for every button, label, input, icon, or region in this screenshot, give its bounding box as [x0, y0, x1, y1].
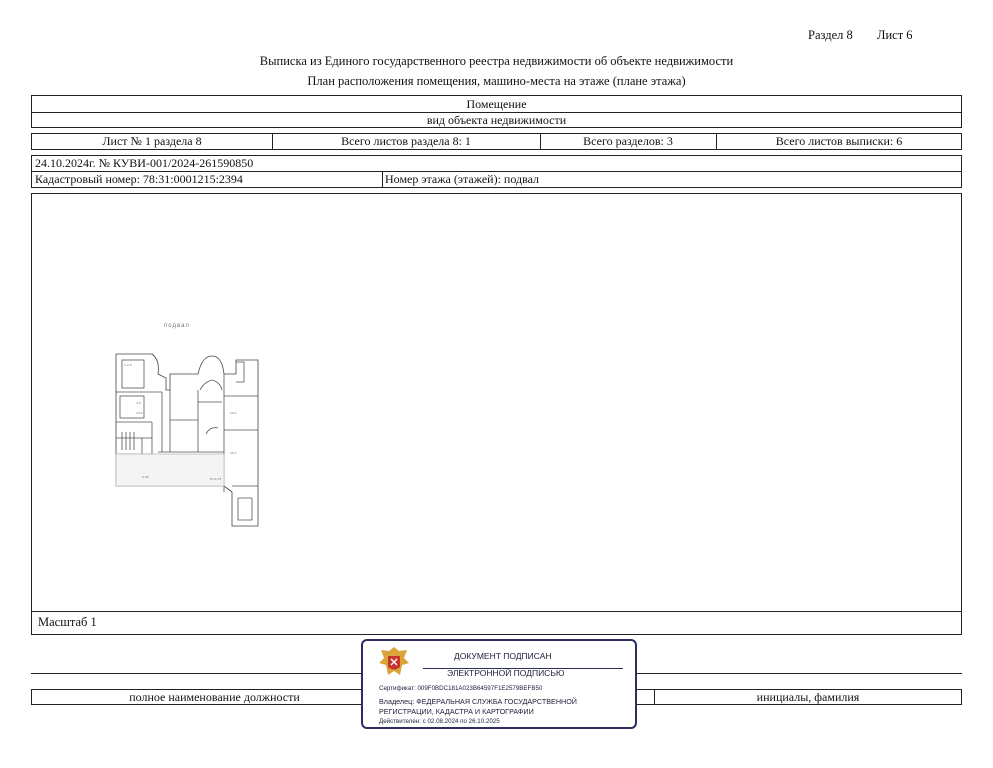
stamp-owner-line2: РЕГИСТРАЦИИ, КАДАСТРА И КАРТОГРАФИИ	[379, 707, 534, 716]
eagle-emblem-icon	[377, 645, 411, 679]
electronic-signature-stamp	[361, 639, 637, 729]
floor-plan-area	[31, 193, 962, 635]
svg-text:2.35: 2.35	[142, 475, 149, 479]
object-type-label: вид объекта недвижимости	[426, 113, 567, 127]
svg-text:Н=2.37: Н=2.37	[210, 477, 222, 481]
sheet-no: Лист № 1 раздела 8	[102, 134, 202, 148]
stamp-line2: ЭЛЕКТРОННОЙ ПОДПИСЬЮ	[447, 668, 565, 678]
floor-plan-drawing	[112, 352, 292, 527]
stamp-line1: ДОКУМЕНТ ПОДПИСАН	[454, 651, 552, 661]
object-type-box	[31, 95, 962, 128]
svg-text:3.5: 3.5	[136, 401, 141, 405]
total-sections: Всего разделов: 3	[583, 134, 673, 148]
svg-text:14.1: 14.1	[230, 411, 237, 415]
floor-number: Номер этажа (этажей): подвал	[385, 172, 540, 186]
position-label: полное наименование должности	[129, 690, 300, 704]
total-sheets-extract: Всего листов выписки: 6	[775, 134, 903, 148]
stamp-valid: Действителен: с 02.08.2024 по 26.10.2025	[379, 718, 500, 725]
sheet-counts-row	[31, 133, 962, 150]
document-subtitle: План расположения помещения, машино-места на этаже (плане этажа)	[307, 74, 686, 88]
date-number: 24.10.2024г. № КУВИ-001/2024-261590850	[35, 156, 254, 170]
date-number-row	[31, 155, 962, 172]
stamp-certificate: Сертификат: 009F0BDC181A023B64597F1E2579BEFB50	[379, 685, 543, 692]
svg-text:1 2 3: 1 2 3	[124, 363, 132, 367]
cadastral-number: Кадастровый номер: 78:31:0001215:2394	[35, 172, 243, 186]
stamp-owner-line1: Владелец: ФЕДЕРАЛЬНАЯ СЛУЖБА ГОСУДАРСТВЕННОЙ	[379, 697, 577, 706]
name-label: инициалы, фамилия	[756, 690, 860, 704]
object-type-value: Помещение	[466, 97, 527, 111]
cadastral-row	[31, 171, 962, 188]
total-sheets-section: Всего листов раздела 8: 1	[341, 134, 471, 148]
scale-label: Масштаб 1	[38, 615, 97, 629]
sheet-number: Лист 6	[877, 28, 913, 42]
svg-text:13.0: 13.0	[136, 411, 143, 415]
plan-floor-label: подвал	[164, 323, 190, 329]
section-number: Раздел 8	[808, 28, 853, 42]
document-title: Выписка из Единого государственного реестра недвижимости об объекте недвижимости	[259, 54, 734, 68]
svg-text:15.1: 15.1	[230, 451, 237, 455]
